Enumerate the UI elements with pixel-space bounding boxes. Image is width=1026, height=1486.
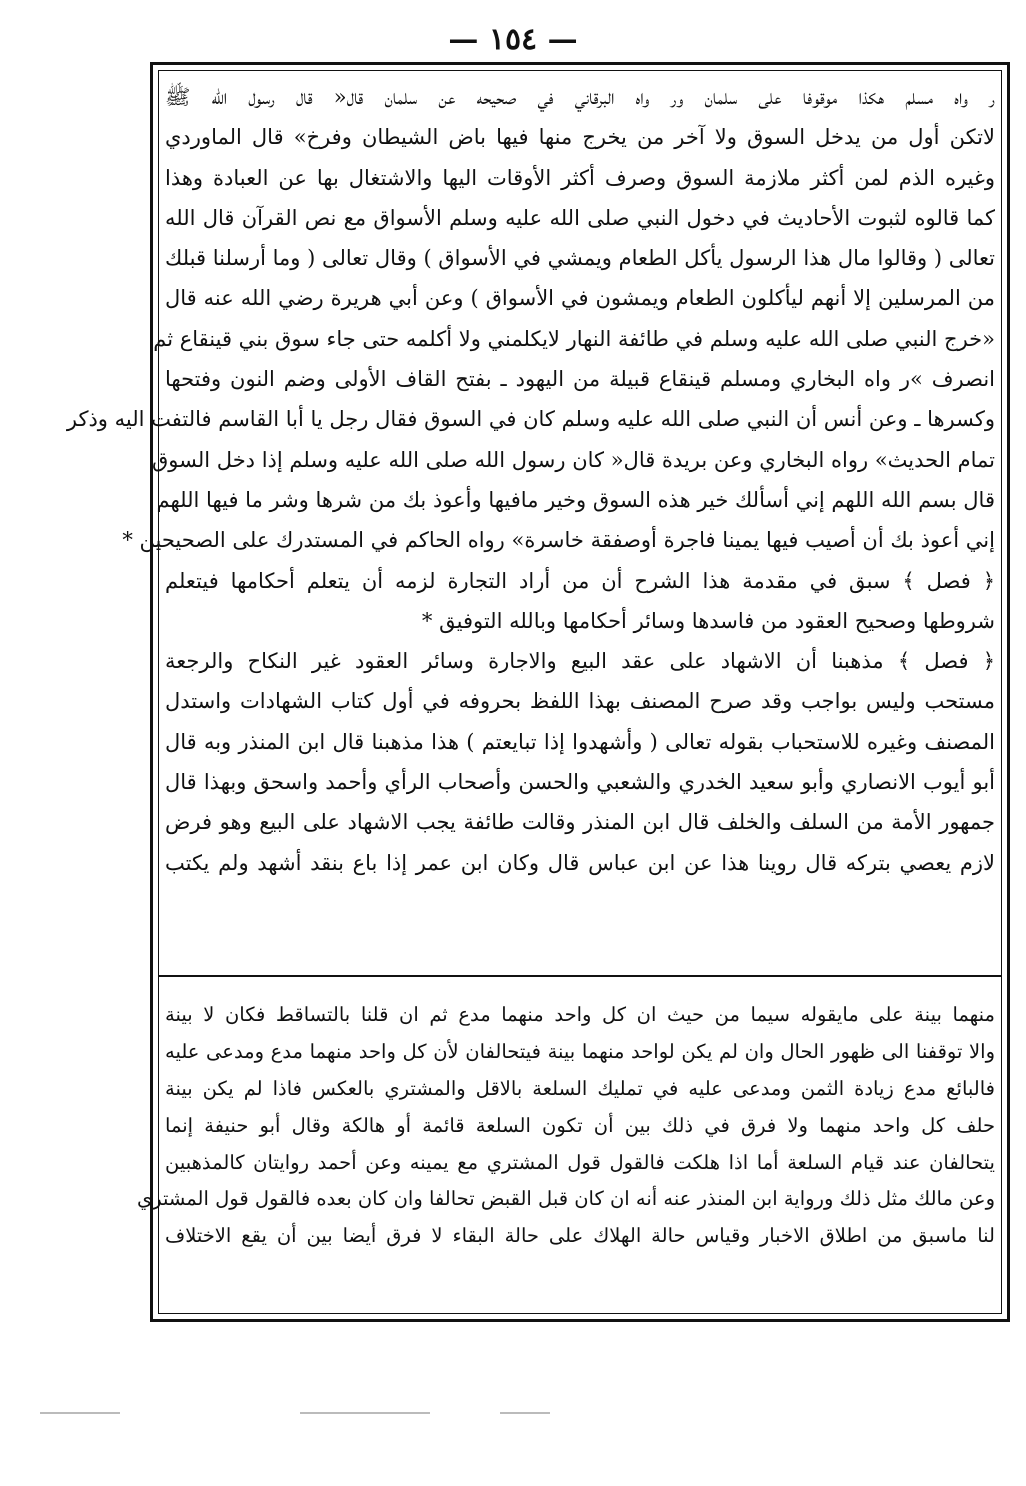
footnote-line: منهما بينة على مايقوله سيما من حيث ان كل واحد منهما مدع ثم ان قلنا بالتساقط فكان لا بينة — [165, 1003, 995, 1026]
main-text-line: المصنف وغيره للاستحباب بقوله تعالى ( وأشهدوا إذا تبايعتم ) هذا مذهبنا قال ابن المنذر وبه قال — [165, 729, 995, 754]
main-text-line: ﴿ فصل ﴾ مذهبنا أن الاشهاد على عقد البيع والاجارة وسائر العقود غير النكاح والرجعة — [165, 649, 995, 674]
main-text-line: تعالى ( وقالوا مال هذا الرسول يأكل الطعام ويمشي في الأسواق ) وقال تعالى ( وما أرسلنا قبلك — [165, 246, 995, 271]
page-frame — [66, 62, 1010, 1322]
main-text-line: أبو أيوب الانصاري وأبو سعيد الخدري والشعبي والحسن وأصحاب الرأي وأحمد واسحق وبهذا قال — [165, 770, 995, 795]
footnote-text — [136, 997, 995, 1293]
main-text-line: من المرسلين إلا أنهم ليأكلون الطعام ويمشون في الأسواق ) وعن أبي هريرة رضي الله عنه قال — [165, 286, 995, 311]
scan-artifact — [40, 1412, 120, 1414]
main-text-line: لازم يعصي بتركه قال روينا هذا عن ابن عباس قال وكان ابن عمر إذا باع بنقد أشهد ولم يكتب — [165, 850, 995, 875]
footnote-line: حلف كل واحد منهما ولا فرق في ذلك بين أن تكون السلعة قائمة أو هالكة وقال أبو حنيفة إنما — [165, 1113, 995, 1137]
scan-artifact — [300, 1412, 430, 1414]
scan-artifact — [500, 1412, 550, 1414]
main-text-line: وكسرها ـ وعن أنس أن النبي صلى الله عليه وسلم كان في السوق فقال رجل يا أبا القاسم فالتفت اليه وذكر — [66, 407, 995, 432]
page-number: — ١٥٤ — — [448, 22, 578, 57]
main-text — [66, 77, 996, 963]
footnote-line: وعن مالك مثل ذلك ورواية ابن المنذر عنه أنه ان كان قبل القبض تحالفا وان كان بعده فالقول قول المشتري — [136, 1187, 995, 1211]
main-text-line: قال بسم الله اللهم إني أسألك خير هذه السوق وخير مافيها وأعوذ بك من شرها وشر ما فيها اللهم — [156, 487, 995, 512]
footnote-line: والا توقفنا الى ظهور الحال وان لم يكن لواحد منهما بينة فيتحالفان لأن كل واحد منهما مدع ومدعى عليه — [165, 1039, 995, 1063]
main-text-line: مستحب وليس بواجب وقد صرح المصنف بهذا اللفظ بحروفه في أول كتاب الشهادات واستدل — [165, 689, 995, 714]
footnote-line: لنا ماسبق من اطلاق الاخبار وقياس حالة الهلاك على حالة البقاء لا فرق أيضا بين أن يقع الاختلاف — [165, 1224, 995, 1248]
main-text-line: لاتكن أول من يدخل السوق ولا آخر من يخرج منها فيها باض الشيطان وفرخ» قال الماوردي — [165, 125, 996, 150]
main-text-line: إني أعوذ بك أن أصيب فيها يمينا فاجرة أوصفقة خاسرة» رواه الحاكم في المستدرك على الصحيحين * — [122, 528, 995, 553]
footnote-line: فالبائع مدع زيادة الثمن ومدعى عليه في تمليك السلعة بالاقل والمشتري بالعكس فاذا لم يكن بينة — [165, 1076, 995, 1100]
main-text-line: جمهور الأمة من السلف والخلف قال ابن المنذر وقالت طائفة يجب الاشهاد على البيع وهو فرض — [165, 810, 995, 835]
footnote-divider — [159, 975, 1001, 977]
footnote-line: يتحالفان عند قيام السلعة أما اذا هلكت فالقول قول المشتري مع يمينه وعن أحمد روايتان كالمذهبين — [165, 1150, 995, 1174]
main-text-line: كما قالوه لثبوت الأحاديث في دخول النبي صلى الله عليه وسلم الأسواق مع نص القرآن قال الله — [165, 205, 995, 230]
main-text-line: ر واه مسلم هكذا موقوفا على سلمان ور واه البرقاني في صحيحه عن سلمان قال« قال رسول الله ﷺ — [165, 85, 995, 109]
main-text-line: انصرف »ر واه البخاري ومسلم قينقاع قبيلة من اليهود ـ بفتح القاف الأولى وضم النون وفتحها — [165, 367, 995, 392]
main-text-line: «خرج النبي صلى الله عليه وسلم في طائفة النهار لايكلمني ولا أكلمه حتى جاء سوق بني قينقاع ثم — [153, 326, 995, 351]
main-text-line: شروطها وصحيح العقود من فاسدها وسائر أحكامها وبالله التوفيق * — [421, 608, 995, 633]
main-text-line: وغيره الذم لمن أكثر ملازمة السوق وصرف أكثر الأوقات اليها والاشتغال بها عن العبادة وهذا — [165, 165, 995, 190]
main-text-line: ﴿ فصل ﴾ سبق في مقدمة هذا الشرح أن من أراد التجارة لزمه أن يتعلم أحكامها فيتعلم — [165, 568, 995, 593]
main-text-line: تمام الحديث» رواه البخاري وعن بريدة قال« كان رسول الله صلى الله عليه وسلم إذا دخل السوق — [152, 447, 995, 472]
